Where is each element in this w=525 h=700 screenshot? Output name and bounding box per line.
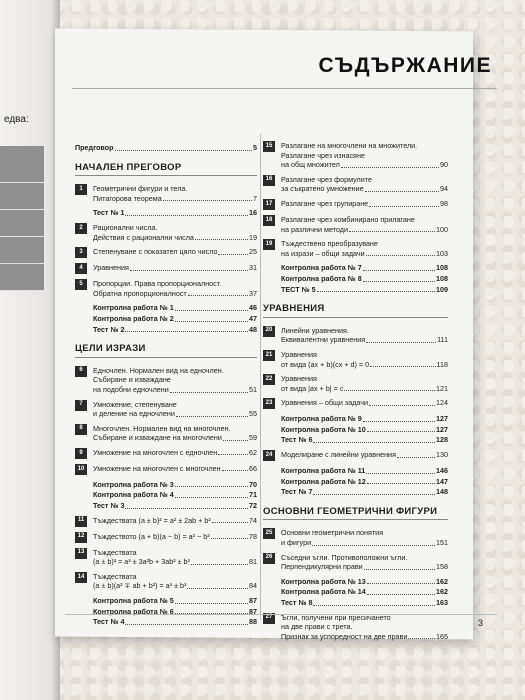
entry-text: и деление на едночлени: [93, 409, 175, 419]
entry-page: 162: [436, 587, 448, 597]
lesson-number-badge: 19: [263, 239, 275, 250]
entry-text: Основни геометрични понятия: [281, 528, 384, 538]
entry-page: 7: [253, 193, 257, 203]
toc-entry: [263, 199, 448, 210]
assessment-entry: [75, 325, 257, 335]
entry-text: Събиране и изваждане на многочлени: [93, 433, 222, 443]
assessment-entry: [75, 501, 257, 511]
assessment-entry: [263, 285, 448, 295]
entry-text: Разлагане чрез формулите: [281, 174, 372, 184]
entry-text: (a ± b)(a² ∓ ab + b²) = a³ ± b³: [93, 581, 187, 591]
entry-text: Разлагане чрез групиране: [281, 198, 369, 208]
assessment-entry: [263, 263, 448, 273]
entry-page: 163: [436, 598, 448, 607]
assessment-entry: [263, 414, 448, 424]
entry-page: 151: [436, 538, 448, 548]
preface-page: 5: [253, 143, 257, 152]
previous-page-box: [0, 210, 44, 237]
entry-text: Пропорции. Права пропорционалност.: [93, 279, 222, 289]
entry-text: на различни методи: [281, 224, 348, 234]
previous-page-box: [0, 264, 44, 291]
entry-page: 121: [436, 383, 448, 393]
entry-text: Перпендикулярни прави: [281, 562, 363, 572]
entry-text: от вида |ax + b| = c: [281, 383, 344, 393]
previous-page: [0, 0, 60, 700]
entry-text: на изрази – общи задачи: [281, 248, 365, 258]
entry-text: Контролна работа № 10: [281, 424, 366, 434]
entry-text: Разлагане чрез комбинирано прилагане: [281, 214, 415, 224]
toc-entry: [75, 247, 257, 258]
section-heading: ОСНОВНИ ГЕОМЕТРИЧНИ ФИГУРИ: [263, 507, 448, 521]
entry-page: 48: [249, 324, 257, 334]
entry-page: 37: [249, 288, 257, 298]
entry-text: Уравнения: [281, 374, 317, 384]
entry-text: Ъгли, получени при пресичането: [281, 612, 391, 622]
entry-page: 98: [440, 198, 448, 208]
entry-text: Контролна работа № 4: [93, 490, 174, 500]
entry-page: 147: [436, 476, 448, 486]
entry-text: Тъждеството (a + b)(a − b) = a² − b²: [93, 531, 210, 541]
entry-page: 127: [436, 424, 448, 434]
toc-entry: [75, 548, 257, 567]
entry-text: Тест № 8: [281, 598, 313, 607]
toc-entry: [263, 553, 448, 572]
toc-entry: [263, 374, 448, 393]
section-heading: НАЧАЛЕН ПРЕГОВОР: [75, 163, 257, 177]
entry-text: Рационални числа.: [93, 222, 158, 232]
entry-text: Умножение на многочлен с едночлен: [93, 447, 218, 457]
toc-entry: [263, 175, 448, 194]
entry-page: 16: [249, 208, 257, 218]
lesson-number-badge: 2: [75, 223, 87, 234]
right-column: [263, 136, 448, 646]
entry-text: Съседни ъгли. Противоположни ъгли.: [281, 552, 408, 562]
entry-page: 87: [249, 606, 257, 616]
entry-page: 108: [436, 273, 448, 283]
toc-entry: [75, 184, 257, 203]
lesson-number-badge: 1: [75, 184, 87, 195]
lesson-number-badge: 16: [263, 175, 275, 186]
entry-text: Контролна работа № 13: [281, 576, 366, 586]
toc-entry: [75, 464, 257, 475]
assessment-entry: [263, 477, 448, 487]
entry-text: Тест № 1: [93, 208, 125, 218]
assessment-entry: [263, 274, 448, 284]
toc-entry: [75, 572, 257, 591]
lesson-number-badge: 12: [75, 532, 87, 543]
entry-text: (a ± b)³ = a³ ± 3a²b + 3ab² ± b³: [93, 557, 190, 567]
entry-page: 59: [249, 433, 257, 443]
assessment-entry: [75, 303, 257, 313]
entry-text: Тест № 7: [281, 487, 313, 497]
bottom-rule: [65, 614, 497, 615]
lesson-number-badge: 27: [263, 613, 275, 624]
entry-page: 146: [436, 466, 448, 476]
entry-page: 108: [436, 263, 448, 273]
entry-text: Еквивалентни уравнения: [281, 335, 366, 345]
entry-page: 109: [436, 284, 448, 294]
assessment-entry: [75, 490, 257, 500]
toc-entry: [263, 450, 448, 461]
lesson-number-badge: 18: [263, 215, 275, 226]
assessment-entry: [263, 466, 448, 476]
toc-entry: [75, 279, 257, 298]
entry-text: Тъждествата (a ± b)² = a² ± 2ab + b²: [93, 515, 211, 525]
lesson-number-badge: 13: [75, 548, 87, 559]
entry-text: на две прави с трета.: [281, 622, 353, 632]
lesson-number-badge: 6: [75, 366, 87, 377]
entry-page: 111: [437, 335, 448, 345]
entry-page: 118: [436, 359, 448, 369]
assessment-entry: [75, 596, 257, 606]
entry-text: Линейни уравнения.: [281, 325, 349, 335]
entry-text: Уравнения – общи задачи: [281, 398, 369, 408]
lesson-number-badge: 8: [75, 424, 87, 435]
entry-page: 72: [249, 501, 257, 511]
entry-text: Контролна работа № 14: [281, 587, 366, 597]
entry-page: 148: [436, 487, 448, 497]
title-rule: [72, 88, 497, 89]
entry-text: Контролна работа № 8: [281, 273, 362, 283]
assessment-entry: [263, 598, 448, 608]
entry-text: на подобни едночлени: [93, 384, 169, 394]
entry-page: 47: [249, 313, 257, 323]
lesson-number-badge: 17: [263, 199, 275, 210]
page-number: 3: [477, 618, 483, 628]
entry-text: Събиране и изваждане: [93, 375, 171, 385]
entry-text: Контролна работа № 3: [93, 479, 174, 489]
lesson-number-badge: 25: [263, 528, 275, 539]
toc-entry: [75, 400, 257, 419]
entry-page: 25: [249, 247, 257, 257]
lesson-number-badge: 26: [263, 553, 275, 564]
entry-text: Тест № 3: [93, 501, 125, 511]
lesson-number-badge: 23: [263, 398, 275, 409]
toc-entry: [75, 223, 257, 242]
entry-page: 165: [436, 631, 448, 641]
entry-text: Разлагане на многочлени на множители.: [281, 141, 418, 150]
entry-text: на общ множител: [281, 160, 340, 170]
section-heading: ЦЕЛИ ИЗРАЗИ: [75, 344, 257, 358]
assessment-entry: [263, 577, 448, 587]
entry-text: Разлагане чрез изнасяне: [281, 150, 365, 160]
entry-text: Контролна работа № 2: [93, 313, 174, 323]
entry-text: Едночлен. Нормален вид на едночлен.: [93, 365, 224, 375]
lesson-number-badge: 5: [75, 279, 87, 290]
toc-entry: [263, 613, 448, 642]
lesson-number-badge: 10: [75, 464, 87, 475]
entry-page: 62: [249, 447, 257, 457]
toc-entry: [75, 532, 257, 543]
assessment-entry: [75, 617, 257, 627]
entry-page: 66: [249, 463, 257, 473]
entry-page: 87: [249, 596, 257, 606]
entry-text: Контролна работа № 9: [281, 414, 362, 424]
entry-page: 94: [440, 184, 448, 194]
entry-page: 100: [436, 224, 448, 234]
entry-text: Контролна работа № 11: [281, 466, 366, 476]
entry-text: Многочлен. Нормален вид на многочлен.: [93, 423, 231, 433]
entry-page: 103: [436, 248, 448, 258]
page-title: СЪДЪРЖАНИЕ: [318, 54, 492, 77]
entry-page: 70: [249, 479, 257, 489]
toc-entry: [75, 424, 257, 443]
toc-entry: [263, 141, 448, 170]
entry-text: Степенуване с показател цяло число: [93, 247, 218, 257]
entry-text: Умножение, степенуване: [93, 399, 177, 409]
lesson-number-badge: 21: [263, 350, 275, 361]
previous-page-box: [0, 146, 44, 183]
lesson-number-badge: 20: [263, 326, 275, 337]
assessment-entry: [263, 587, 448, 597]
entry-page: 78: [249, 531, 257, 541]
entry-text: Обратна пропорционалност: [93, 288, 187, 298]
toc-entry: [263, 239, 448, 258]
entry-text: Тъждествата: [93, 571, 137, 581]
lesson-number-badge: 11: [75, 516, 87, 527]
toc-entry: [75, 516, 257, 527]
entry-text: ТЕСТ № 5: [281, 284, 316, 294]
entry-page: 158: [436, 562, 448, 572]
entry-page: 128: [436, 435, 448, 445]
lesson-number-badge: 22: [263, 374, 275, 385]
assessment-entry: [263, 487, 448, 497]
assessment-entry: [75, 208, 257, 218]
entry-page: 51: [249, 384, 257, 394]
column-separator: [260, 134, 261, 620]
entry-text: Контролна работа № 6: [93, 606, 174, 616]
toc-entry: [263, 350, 448, 369]
lesson-number-badge: 9: [75, 448, 87, 459]
previous-page-label: едва:: [4, 114, 29, 125]
section-heading: УРАВНЕНИЯ: [263, 304, 448, 318]
entry-text: от вида (ax + b)(cx + d) = 0: [281, 359, 370, 369]
entry-page: 162: [436, 576, 448, 586]
entry-text: Тест № 6: [281, 435, 313, 445]
entry-text: Действия с рационални числа: [93, 232, 194, 242]
entry-page: 124: [436, 398, 448, 408]
entry-text: Признак за успоредност на две прави: [281, 631, 408, 641]
entry-page: 46: [249, 303, 257, 313]
assessment-entry: [75, 314, 257, 324]
entry-page: 90: [440, 160, 448, 170]
entry-text: Контролна работа № 7: [281, 263, 362, 273]
entry-page: 31: [249, 263, 257, 273]
entry-text: Питагорова теорема: [93, 193, 162, 203]
left-column: [75, 143, 257, 628]
preface-entry: [75, 143, 257, 153]
entry-page: 84: [249, 581, 257, 591]
entry-page: 71: [249, 490, 257, 500]
previous-page-box: [0, 237, 44, 264]
entry-text: Уравнения: [93, 263, 129, 273]
entry-page: 127: [436, 414, 448, 424]
assessment-entry: [263, 435, 448, 445]
entry-text: Моделиране с линейни уравнения: [281, 450, 396, 460]
entry-text: и фигури: [281, 538, 312, 548]
entry-text: Контролна работа № 12: [281, 476, 366, 486]
toc-entry: [263, 528, 448, 547]
toc-entry: [263, 326, 448, 345]
entry-text: Тъждествата: [93, 547, 137, 557]
entry-page: 55: [249, 409, 257, 419]
toc-entry: [263, 215, 448, 234]
entry-text: Тест № 2: [93, 324, 125, 334]
toc-entry: [75, 366, 257, 395]
toc-entry: [263, 398, 448, 409]
lesson-number-badge: 15: [263, 141, 275, 152]
entry-text: Уравнения: [281, 349, 317, 359]
entry-text: Геометрични фигури и тела.: [93, 184, 188, 194]
lesson-number-badge: 3: [75, 247, 87, 258]
entry-page: 81: [249, 557, 257, 567]
assessment-entry: [75, 480, 257, 490]
lesson-number-badge: 24: [263, 450, 275, 461]
entry-text: Тъждествено преобразуване: [281, 239, 378, 249]
entry-page: 74: [249, 515, 257, 525]
lesson-number-badge: 14: [75, 572, 87, 583]
toc-entry: [75, 263, 257, 274]
lesson-number-badge: 4: [75, 263, 87, 274]
entry-text: за съкратено умножение: [281, 184, 364, 194]
entry-text: Контролна работа № 1: [93, 303, 174, 313]
lesson-number-badge: 7: [75, 400, 87, 411]
toc-entry: [75, 448, 257, 459]
assessment-entry: [263, 425, 448, 435]
entry-text: Умножение на многочлен с многочлен: [93, 463, 221, 473]
entry-text: Контролна работа № 5: [93, 596, 174, 606]
entry-page: 19: [249, 232, 257, 242]
entry-page: 130: [436, 450, 448, 460]
entry-text: Тест № 4: [93, 617, 125, 627]
previous-page-box: [0, 183, 44, 210]
entry-page: 88: [249, 617, 257, 627]
preface-label: Предговор: [75, 143, 114, 152]
